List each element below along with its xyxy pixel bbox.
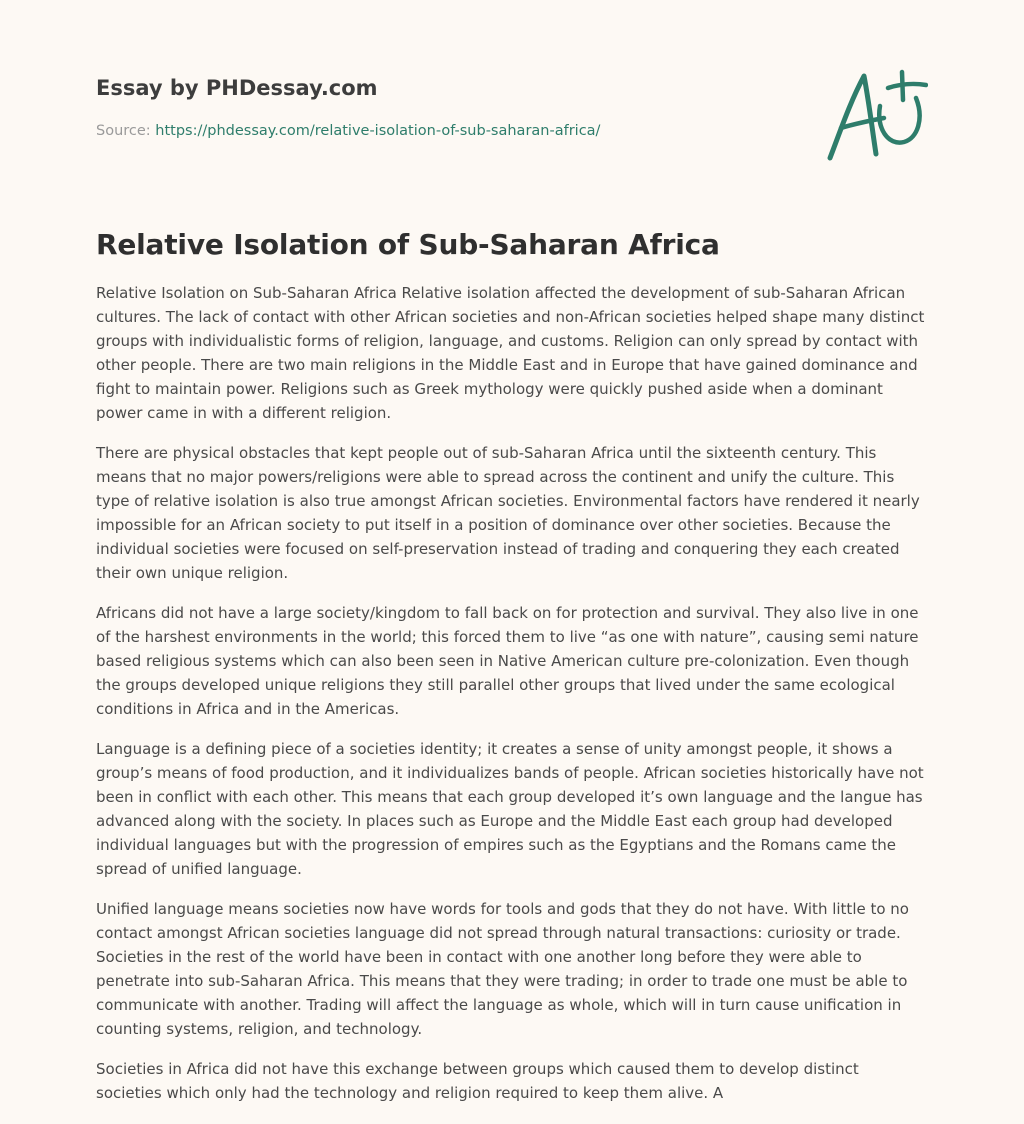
essay-title: Relative Isolation of Sub-Saharan Africa (96, 228, 720, 261)
a-plus-logo-icon (824, 66, 928, 166)
essay-paragraph: There are physical obstacles that kept people out of sub-Saharan Africa until the sixteenth century. This means that no major powers/religions were able to spread across the continent and unify the culture. This type of relative isolation is also true amongst African societies. Environmental factors have rendered it nearly impossible for an African society to put itself in a position of dominance over other societies. Because the individual societies were focused on self-preservation instead of trading and conquering they each created their own unique religion. (96, 444, 920, 582)
source-label: Source: (96, 123, 156, 139)
essay-paragraph: Africans did not have a large society/kingdom to fall back on for protection and survival. They also live in one of the harshest environments in the world; this forced them to live “as one with nature”, causing semi nature based religious systems which can also been seen in Native American culture pre-colonization. Even though the groups developed unique religions they still parallel other groups that lived under the same ecological conditions in Africa and in the Americas. (96, 604, 919, 718)
source-link[interactable]: https://phdessay.com/relative-isolation-of-sub-saharan-africa/ (155, 123, 601, 139)
essay-paragraph: Language is a defining piece of a societies identity; it creates a sense of unity amongst people, it shows a group’s means of food production, and it individualizes bands of people. African societies historically have not been in conflict with each other. This means that each group developed it’s own language and the langue has advanced along with the society. In places such as Europe and the Middle East each group had developed individual languages but with the progression of empires such as the Egyptians and the Romans came the spread of unified language. (96, 740, 924, 878)
essay-paragraph: Unified language means societies now have words for tools and gods that they do not have. With little to no contact amongst African societies language did not spread through natural transactions: curiosity or trade. Societies in the rest of the world have been in contact with one another long before they were able to penetrate into sub-Saharan Africa. This means that they were trading; in order to trade one must be able to communicate with another. Trading will affect the language as whole, which will in turn cause unification in counting systems, religion, and technology. (96, 900, 909, 1038)
site-brand: Essay by PHDessay.com (96, 76, 378, 100)
essay-paragraph: Relative Isolation on Sub-Saharan Africa Relative isolation affected the development of sub-Saharan African cultures. The lack of contact with other African societies and non-African societies helped shape many distinct groups with individualistic forms of religion, language, and customs. Religion can only spread by contact with other people. There are two main religions in the Middle East and in Europe that have gained dominance and fight to maintain power. Religions such as Greek mythology were quickly pushed aside when a dominant power came in with a different religion. (96, 284, 925, 422)
page-header (96, 0, 928, 200)
essay-body (96, 281, 928, 1105)
source-line (96, 123, 600, 139)
essay-paragraph: Societies in Africa did not have this exchange between groups which caused them to develop distinct societies which only had the technology and religion required to keep them alive. A (96, 1060, 859, 1102)
